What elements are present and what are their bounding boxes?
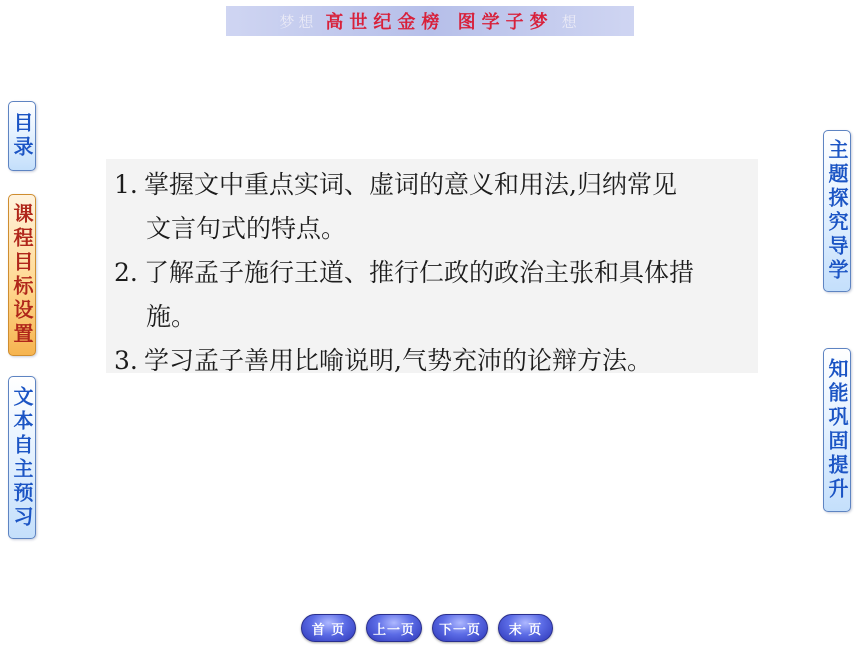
nav-text-preview-label: 文本自主预习: [10, 385, 34, 530]
objective-item-1-line-2: 文言句式的特点。: [146, 214, 347, 243]
nav-knowledge-consolidation-label: 知能巩固提升: [825, 358, 849, 502]
nav-course-objectives-button[interactable]: [8, 194, 36, 356]
objective-item-3-number: 3.: [114, 346, 138, 375]
nav-theme-inquiry-button[interactable]: [823, 130, 851, 292]
previous-page-label: 上一页: [372, 622, 415, 638]
objective-item-1-line-1: [114, 163, 758, 207]
header-banner: [226, 6, 634, 36]
nav-table-of-contents-label: 目录: [10, 112, 34, 160]
last-page-button[interactable]: [498, 614, 553, 642]
objective-item-3-line-1: [114, 339, 758, 383]
objective-item-1-text: 掌握文中重点实词、虚词的意义和用法,归纳常见: [144, 170, 677, 199]
nav-text-preview-button[interactable]: [8, 376, 36, 539]
first-page-button[interactable]: [301, 614, 356, 642]
next-page-label: 下一页: [438, 622, 481, 638]
objective-item-2-line-2: 施。: [146, 302, 197, 331]
objective-item-2-number: 2.: [114, 258, 138, 287]
objectives-panel: [106, 159, 758, 373]
objective-item-2-text: 了解孟子施行王道、推行仁政的政治主张和具体措: [144, 258, 695, 287]
nav-course-objectives-label: 课程目标设置: [10, 203, 34, 347]
first-page-label: 首 页: [311, 622, 346, 638]
last-page-label: 末 页: [508, 622, 543, 638]
pager-bar: [0, 614, 860, 644]
previous-page-button[interactable]: [366, 614, 422, 642]
objective-item-1-number: 1.: [114, 170, 138, 199]
nav-table-of-contents-button[interactable]: [8, 101, 36, 171]
objective-item-3-text: 学习孟子善用比喻说明,气势充沛的论辩方法。: [144, 346, 652, 375]
next-page-button[interactable]: [432, 614, 488, 642]
objective-item-2-line-1: [114, 251, 758, 295]
banner-right-decoration: 想: [561, 12, 581, 31]
banner-left-decoration: 梦想: [279, 12, 318, 31]
nav-knowledge-consolidation-button[interactable]: [823, 348, 851, 512]
banner-title: 高世纪金榜 图学子梦: [325, 12, 554, 33]
nav-theme-inquiry-label: 主题探究导学: [825, 139, 849, 283]
